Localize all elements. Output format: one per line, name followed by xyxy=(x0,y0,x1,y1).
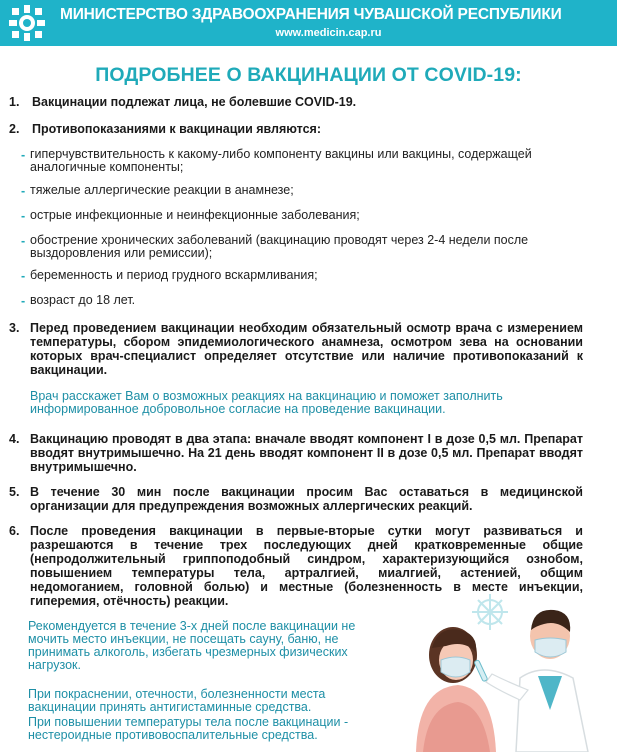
header-banner xyxy=(0,0,617,46)
recommend-paragraph: Рекомендуется в течение 3-х дней после вакцинации не мочить место инъекции, не посещать сауну, баню, не принимать алкоголь, избегать чрезмерных физических нагрузок. xyxy=(28,619,356,672)
contra-item: обострение хронических заболеваний (вакцинацию проводят через 2-4 недели после выздоровления или ремиссии); xyxy=(30,233,529,260)
contra-dash: - xyxy=(21,294,26,308)
contra-dash: - xyxy=(21,184,26,198)
item-4-text: Вакцинацию проводят в два этапа: вначале вводят компонент I в дозе 0,5 мл. Препарат вводят внутримышечно. На 21 день вводят компонент II в дозе 0,5 мл. Препарат вводят внутримышечно. xyxy=(30,432,583,474)
contra-item: тяжелые аллергические реакции в анамнезе; xyxy=(30,183,294,197)
recommend-paragraph: При повышении температуры тела после вакцинации - нестероидные противовоспалительные средства. xyxy=(28,715,349,742)
contra-dash: - xyxy=(21,209,26,223)
item-4-number: 4. xyxy=(9,432,20,446)
virus-icon xyxy=(472,594,508,630)
item-2-number: 2. xyxy=(9,122,20,136)
contra-item: беременность и период грудного вскармливания; xyxy=(30,268,318,282)
item-1-text: Вакцинации подлежат лица, не болевшие COVID-19. xyxy=(32,95,357,109)
item-1-number: 1. xyxy=(9,95,20,109)
recommend-paragraph: При покраснении, отечности, болезненности места вакцинации принять антигистаминные средства. xyxy=(28,687,326,714)
contra-item: гиперчувствительность к какому-либо компоненту вакцины или вакцины, содержащей аналогичные компоненты; xyxy=(30,147,532,174)
contra-dash: - xyxy=(21,269,26,283)
contra-dash: - xyxy=(21,148,26,162)
item-6-text: После проведения вакцинации в первые-вторые сутки могут развиваться и разрешаются в течение трех последующих дней кратковременные общие (непродолжительный гриппоподобный синдром, характеризующийся ознобом, повышением температуры тела, артралгией, миалгией, астенией, общим недомоганием, головной болью) и местные (болезненность в месте инъекции, гиперемия, отёчность) реакции. xyxy=(30,524,583,608)
item-6-number: 6. xyxy=(9,524,20,538)
website-link[interactable]: www.medicin.cap.ru xyxy=(275,27,382,39)
ministry-name: МИНИСТЕРСТВО ЗДРАВООХРАНЕНИЯ ЧУВАШСКОЙ РЕСПУБЛИКИ xyxy=(60,6,562,23)
item-3-number: 3. xyxy=(9,321,20,335)
item-2-text: Противопоказаниями к вакцинации являются: xyxy=(32,122,322,136)
item-5-text: В течение 30 мин после вакцинации просим Вас оставаться в медицинской организации для предупреждения возможных аллергических реакций. xyxy=(30,485,583,513)
page-title: ПОДРОБНЕЕ О ВАКЦИНАЦИИ ОТ COVID-19: xyxy=(95,64,522,86)
contra-item: возраст до 18 лет. xyxy=(30,293,136,307)
doctor-vaccinating-patient-icon xyxy=(398,590,617,752)
contra-dash: - xyxy=(21,234,26,248)
item-3-note: Врач расскажет Вам о возможных реакциях на вакцинацию и поможет заполнить информированное добровольное согласие на проведение вакцинации. xyxy=(30,389,503,416)
item-5-number: 5. xyxy=(9,485,20,499)
item-3-text: Перед проведением вакцинации необходим обязательный осмотр врача с измерением температуры, сбором эпидемиологического анамнеза, осмотром зева на основании которых врач-специалист определяет отсутствие или наличие противопоказаний к вакцинации. xyxy=(30,321,583,377)
contra-item: острые инфекционные и неинфекционные заболевания; xyxy=(30,208,360,222)
